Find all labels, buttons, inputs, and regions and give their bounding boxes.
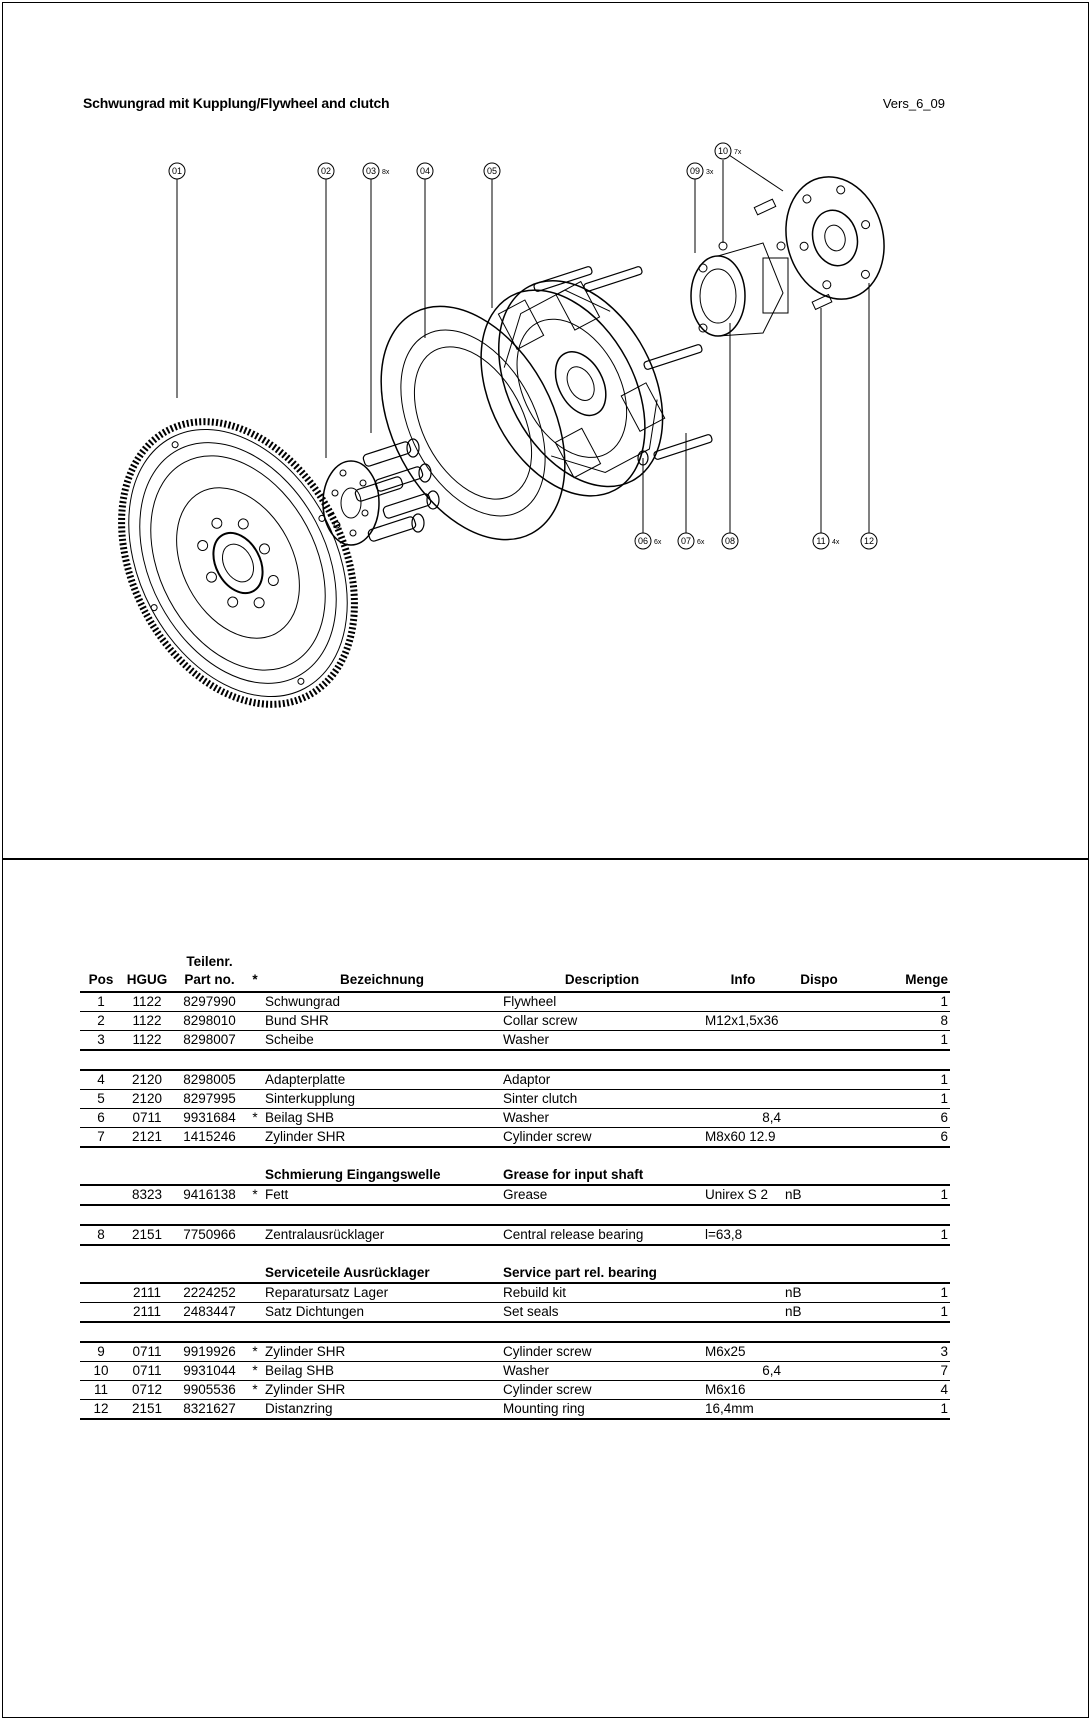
cell-dispo bbox=[783, 1031, 855, 1051]
cell-info: 8,4 bbox=[703, 1109, 783, 1128]
cell-description: Washer bbox=[501, 1362, 703, 1381]
header-dispo: Dispo bbox=[783, 953, 855, 992]
cell-part: 2224252 bbox=[172, 1283, 247, 1303]
callout-09 bbox=[687, 163, 714, 179]
cell-dispo bbox=[783, 1381, 855, 1400]
cell-pos: 6 bbox=[80, 1109, 122, 1128]
cell-bezeichnung: Zylinder SHR bbox=[263, 1342, 501, 1362]
cell-part: 9931044 bbox=[172, 1362, 247, 1381]
header-star: * bbox=[247, 953, 263, 992]
callout-label: 11 bbox=[816, 536, 826, 546]
cell-part: 2483447 bbox=[172, 1303, 247, 1323]
cell-dispo bbox=[783, 1070, 855, 1090]
cell-pos: 8 bbox=[80, 1225, 122, 1245]
cell-part: 8321627 bbox=[172, 1400, 247, 1420]
section-bezeichnung: Serviceteile Ausrücklager bbox=[263, 1264, 501, 1283]
cell-bezeichnung: Zylinder SHR bbox=[263, 1128, 501, 1148]
cell-part: 8298010 bbox=[172, 1012, 247, 1031]
section-description: Grease for input shaft bbox=[501, 1166, 703, 1185]
cell-dispo bbox=[783, 1400, 855, 1420]
cell-hgug: 2151 bbox=[122, 1400, 172, 1420]
table-row bbox=[80, 1400, 950, 1420]
cell-info: 16,4mm bbox=[703, 1400, 783, 1420]
cell-part: 9931684 bbox=[172, 1109, 247, 1128]
cell-menge: 1 bbox=[855, 1283, 950, 1303]
cell-dispo bbox=[783, 1012, 855, 1031]
cell-description: Grease bbox=[501, 1185, 703, 1205]
cell-part: 9416138 bbox=[172, 1185, 247, 1205]
table-row bbox=[80, 1109, 950, 1128]
cell-pos: 12 bbox=[80, 1400, 122, 1420]
cell-dispo bbox=[783, 992, 855, 1012]
callout-label: 05 bbox=[486, 166, 498, 176]
callout-label: 10 bbox=[717, 146, 729, 156]
callout-label: 03 bbox=[365, 166, 377, 176]
callout-qty: 8x bbox=[382, 169, 390, 176]
table-spacer bbox=[80, 1205, 950, 1225]
cell-bezeichnung: Reparatursatz Lager bbox=[263, 1283, 501, 1303]
table-row bbox=[80, 1031, 950, 1051]
table-spacer bbox=[80, 1245, 950, 1264]
parts-table bbox=[80, 953, 950, 1420]
cell-info bbox=[703, 992, 783, 1012]
cell-bezeichnung: Scheibe bbox=[263, 1031, 501, 1051]
cell-pos: 1 bbox=[80, 992, 122, 1012]
callout-11 bbox=[813, 533, 840, 549]
cell-star: * bbox=[247, 1381, 263, 1400]
cell-menge: 7 bbox=[855, 1362, 950, 1381]
sinter-clutch bbox=[448, 253, 696, 524]
cell-description: Mounting ring bbox=[501, 1400, 703, 1420]
callout-07 bbox=[678, 533, 705, 549]
cell-star bbox=[247, 1012, 263, 1031]
cell-pos: 3 bbox=[80, 1031, 122, 1051]
callout-label: 01 bbox=[171, 166, 183, 176]
table-row bbox=[80, 1283, 950, 1303]
callout-12 bbox=[861, 533, 877, 549]
cell-menge: 6 bbox=[855, 1109, 950, 1128]
cell-bezeichnung: Fett bbox=[263, 1185, 501, 1205]
cell-menge: 3 bbox=[855, 1342, 950, 1362]
cell-dispo bbox=[783, 1362, 855, 1381]
cell-menge: 6 bbox=[855, 1128, 950, 1148]
cell-hgug: 2111 bbox=[122, 1303, 172, 1323]
header-description: Description bbox=[501, 953, 703, 992]
cell-bezeichnung: Zylinder SHR bbox=[263, 1381, 501, 1400]
header-pos: Pos bbox=[80, 953, 122, 992]
version-label: Vers_6_09 bbox=[882, 96, 945, 111]
header-bezeichnung: Bezeichnung bbox=[263, 953, 501, 992]
cell-hgug: 2121 bbox=[122, 1128, 172, 1148]
callout-06 bbox=[635, 533, 662, 549]
cell-description: Central release bearing bbox=[501, 1225, 703, 1245]
cell-bezeichnung: Satz Dichtungen bbox=[263, 1303, 501, 1323]
callout-label: 06 bbox=[637, 536, 649, 546]
cell-info: Unirex S 2 bbox=[703, 1185, 783, 1205]
cell-hgug: 2151 bbox=[122, 1225, 172, 1245]
cell-menge: 1 bbox=[855, 1303, 950, 1323]
callout-10 bbox=[715, 143, 742, 159]
cell-description: Rebuild kit bbox=[501, 1283, 703, 1303]
callout-label: 12 bbox=[863, 536, 875, 546]
table-header-row bbox=[80, 953, 950, 992]
section-heading-row bbox=[80, 1166, 950, 1185]
table-row bbox=[80, 1303, 950, 1323]
cell-star bbox=[247, 1070, 263, 1090]
cell-dispo: nB bbox=[783, 1283, 855, 1303]
cell-pos bbox=[80, 1185, 122, 1205]
callout-01 bbox=[169, 163, 185, 179]
cell-menge: 1 bbox=[855, 1090, 950, 1109]
callout-label: 08 bbox=[724, 536, 736, 546]
table-spacer bbox=[80, 1050, 950, 1070]
cell-description: Washer bbox=[501, 1031, 703, 1051]
cell-star bbox=[247, 1303, 263, 1323]
header-menge: Menge bbox=[855, 953, 950, 992]
cell-star: * bbox=[247, 1362, 263, 1381]
cell-hgug: 2120 bbox=[122, 1070, 172, 1090]
cell-hgug: 1122 bbox=[122, 1012, 172, 1031]
cell-pos bbox=[80, 1303, 122, 1323]
callout-05 bbox=[484, 163, 500, 179]
cell-description: Flywheel bbox=[501, 992, 703, 1012]
cell-dispo: nB bbox=[783, 1303, 855, 1323]
cell-part: 8298005 bbox=[172, 1070, 247, 1090]
table-row bbox=[80, 1090, 950, 1109]
cell-hgug: 2120 bbox=[122, 1090, 172, 1109]
cell-hgug: 8323 bbox=[122, 1185, 172, 1205]
parts-list-page bbox=[2, 858, 1089, 1718]
cell-description: Sinter clutch bbox=[501, 1090, 703, 1109]
table-row bbox=[80, 1070, 950, 1090]
release-bearing bbox=[691, 242, 788, 336]
cell-hgug: 1122 bbox=[122, 992, 172, 1012]
table-row bbox=[80, 992, 950, 1012]
cell-info bbox=[703, 1090, 783, 1109]
cell-pos: 7 bbox=[80, 1128, 122, 1148]
diagram-page bbox=[2, 2, 1089, 860]
cell-bezeichnung: Schwungrad bbox=[263, 992, 501, 1012]
cell-menge: 4 bbox=[855, 1381, 950, 1400]
cell-hgug: 1122 bbox=[122, 1031, 172, 1051]
section-heading-row bbox=[80, 1264, 950, 1283]
callout-qty: 7x bbox=[734, 149, 742, 156]
callout-label: 02 bbox=[320, 166, 332, 176]
table-row bbox=[80, 1185, 950, 1205]
cell-menge: 1 bbox=[855, 1185, 950, 1205]
callout-label: 04 bbox=[419, 166, 431, 176]
table-row bbox=[80, 1012, 950, 1031]
cell-hgug: 0711 bbox=[122, 1342, 172, 1362]
header-part-no: Teilenr. Part no. bbox=[172, 953, 247, 992]
callout-02 bbox=[318, 163, 334, 179]
table-row bbox=[80, 1342, 950, 1362]
cell-dispo bbox=[783, 1342, 855, 1362]
cell-info bbox=[703, 1031, 783, 1051]
cell-menge: 8 bbox=[855, 1012, 950, 1031]
exploded-view-diagram bbox=[3, 3, 1088, 859]
cell-part: 8297990 bbox=[172, 992, 247, 1012]
cell-pos: 11 bbox=[80, 1381, 122, 1400]
cell-part: 8298007 bbox=[172, 1031, 247, 1051]
cell-bezeichnung: Bund SHR bbox=[263, 1012, 501, 1031]
cell-part: 8297995 bbox=[172, 1090, 247, 1109]
header-info: Info bbox=[703, 953, 783, 992]
cell-dispo: nB bbox=[783, 1185, 855, 1205]
cell-pos: 4 bbox=[80, 1070, 122, 1090]
cell-description: Washer bbox=[501, 1109, 703, 1128]
washer-plate bbox=[323, 461, 379, 545]
cell-part: 9919926 bbox=[172, 1342, 247, 1362]
cell-star bbox=[247, 1225, 263, 1245]
mounting-ring bbox=[773, 166, 898, 311]
table-row bbox=[80, 1381, 950, 1400]
cell-dispo bbox=[783, 1109, 855, 1128]
adaptor-plate bbox=[344, 275, 603, 571]
callout-08 bbox=[722, 533, 738, 549]
table-row bbox=[80, 1362, 950, 1381]
cell-hgug: 2111 bbox=[122, 1283, 172, 1303]
page-title: Schwungrad mit Kupplung/Flywheel and clutch bbox=[83, 95, 390, 111]
cell-pos: 10 bbox=[80, 1362, 122, 1381]
cell-menge: 1 bbox=[855, 1225, 950, 1245]
leader-line bbox=[729, 155, 783, 191]
cell-hgug: 0711 bbox=[122, 1362, 172, 1381]
cell-dispo bbox=[783, 1128, 855, 1148]
cell-bezeichnung: Zentralausrücklager bbox=[263, 1225, 501, 1245]
header-hgug: HGUG bbox=[122, 953, 172, 992]
callout-label: 09 bbox=[689, 166, 701, 176]
cell-description: Set seals bbox=[501, 1303, 703, 1323]
cell-pos: 5 bbox=[80, 1090, 122, 1109]
collar-screws bbox=[354, 439, 439, 542]
table-row bbox=[80, 1225, 950, 1245]
cell-bezeichnung: Distanzring bbox=[263, 1400, 501, 1420]
cell-star bbox=[247, 992, 263, 1012]
callout-qty: 6x bbox=[654, 539, 662, 546]
cell-pos: 9 bbox=[80, 1342, 122, 1362]
cell-info: M6x25 bbox=[703, 1342, 783, 1362]
cell-description: Cylinder screw bbox=[501, 1381, 703, 1400]
cell-pos: 2 bbox=[80, 1012, 122, 1031]
cell-info bbox=[703, 1283, 783, 1303]
cell-info bbox=[703, 1303, 783, 1323]
section-bezeichnung: Schmierung Eingangswelle bbox=[263, 1166, 501, 1185]
cell-description: Adaptor bbox=[501, 1070, 703, 1090]
cell-bezeichnung: Sinterkupplung bbox=[263, 1090, 501, 1109]
cell-dispo bbox=[783, 1225, 855, 1245]
cell-star bbox=[247, 1128, 263, 1148]
cell-info bbox=[703, 1070, 783, 1090]
callout-qty: 3x bbox=[706, 169, 714, 176]
cell-hgug: 0712 bbox=[122, 1381, 172, 1400]
cell-bezeichnung: Beilag SHB bbox=[263, 1362, 501, 1381]
cell-star bbox=[247, 1400, 263, 1420]
cell-hgug: 0711 bbox=[122, 1109, 172, 1128]
cell-bezeichnung: Adapterplatte bbox=[263, 1070, 501, 1090]
callout-04 bbox=[417, 163, 433, 179]
cell-menge: 1 bbox=[855, 1400, 950, 1420]
cell-info: M8x60 12.9 bbox=[703, 1128, 783, 1148]
cell-info: M6x16 bbox=[703, 1381, 783, 1400]
cell-bezeichnung: Beilag SHB bbox=[263, 1109, 501, 1128]
callout-03 bbox=[363, 163, 390, 179]
table-spacer bbox=[80, 1322, 950, 1342]
cell-info: M12x1,5x36 bbox=[703, 1012, 783, 1031]
cell-menge: 1 bbox=[855, 1070, 950, 1090]
cell-part: 9905536 bbox=[172, 1381, 247, 1400]
callout-qty: 4x bbox=[832, 539, 840, 546]
cell-star: * bbox=[247, 1185, 263, 1205]
table-row bbox=[80, 1128, 950, 1148]
cell-menge: 1 bbox=[855, 1031, 950, 1051]
cell-part: 1415246 bbox=[172, 1128, 247, 1148]
cell-star bbox=[247, 1090, 263, 1109]
cell-description: Cylinder screw bbox=[501, 1342, 703, 1362]
cell-description: Cylinder screw bbox=[501, 1128, 703, 1148]
cell-menge: 1 bbox=[855, 992, 950, 1012]
cell-star bbox=[247, 1031, 263, 1051]
flywheel bbox=[75, 381, 401, 744]
section-description: Service part rel. bearing bbox=[501, 1264, 703, 1283]
cell-dispo bbox=[783, 1090, 855, 1109]
cell-info: 6,4 bbox=[703, 1362, 783, 1381]
cell-pos bbox=[80, 1283, 122, 1303]
table-spacer bbox=[80, 1147, 950, 1166]
cell-info: l=63,8 bbox=[703, 1225, 783, 1245]
cell-part: 7750966 bbox=[172, 1225, 247, 1245]
cell-description: Collar screw bbox=[501, 1012, 703, 1031]
cell-star bbox=[247, 1283, 263, 1303]
cell-star: * bbox=[247, 1109, 263, 1128]
callout-qty: 6x bbox=[697, 539, 705, 546]
callout-label: 07 bbox=[680, 536, 692, 546]
cell-star: * bbox=[247, 1342, 263, 1362]
